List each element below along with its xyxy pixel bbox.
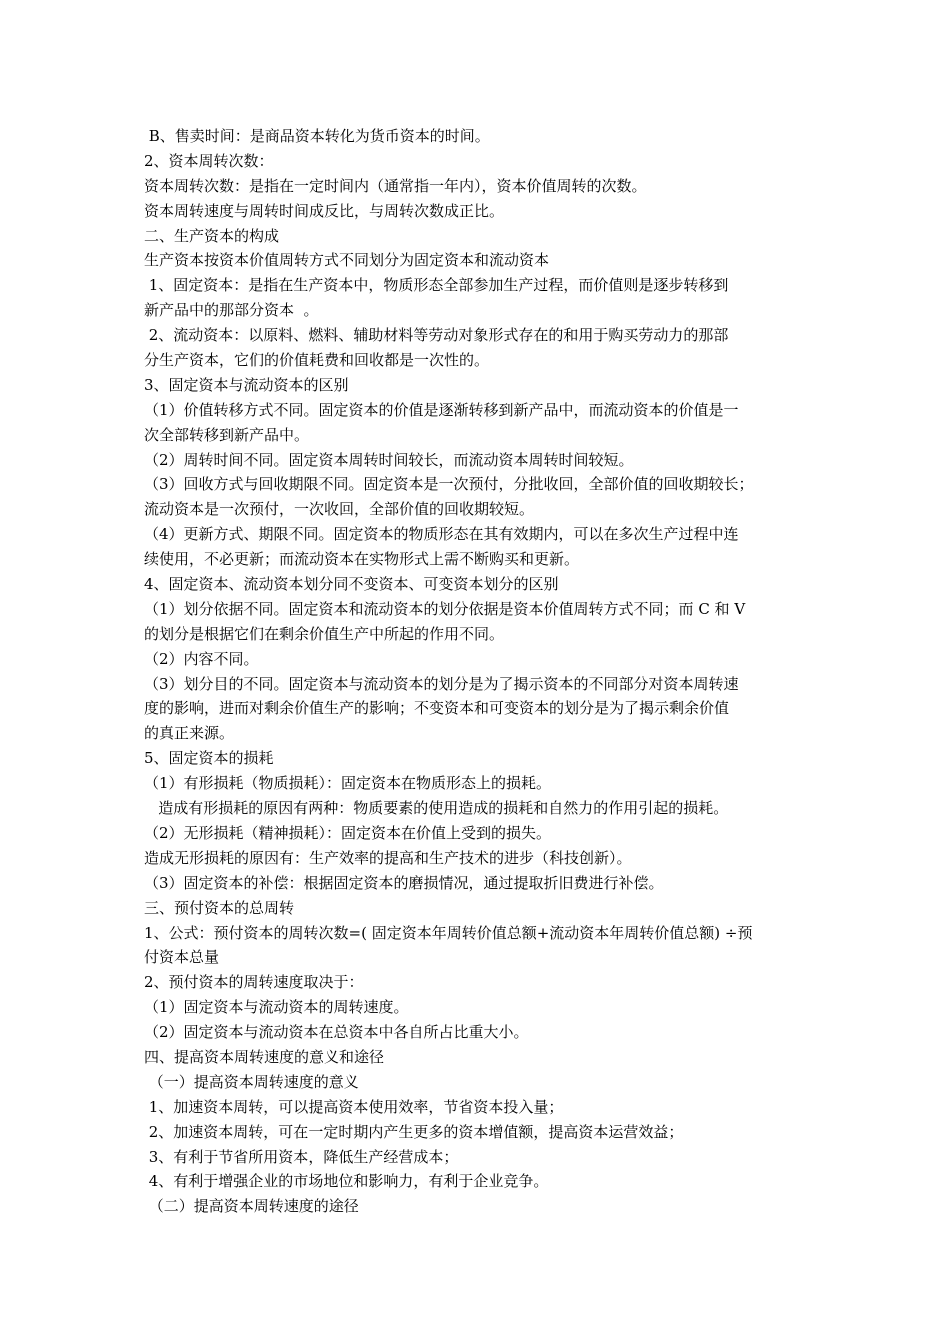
text-line: 生产资本按资本价值周转方式不同划分为固定资本和流动资本: [144, 251, 550, 270]
text-line: 的划分是根据它们在剩余价值生产中所起的作用不同。: [144, 624, 505, 643]
text-line: （1）固定资本与流动资本的周转速度。: [144, 998, 409, 1017]
text-line: （3）固定资本的补偿：根据固定资本的磨损情况，通过提取折旧费进行补偿。: [144, 873, 664, 892]
text-line: 2、流动资本：以原料、燃料、辅助材料等劳动对象形式存在的和用于购买劳动力的那部: [144, 326, 729, 345]
document-body: [144, 124, 824, 1219]
text-line: （2）固定资本与流动资本在总资本中各自所占比重大小。: [144, 1023, 529, 1042]
text-line: 度的影响，进而对剩余价值生产的影响；不变资本和可变资本的划分是为了揭示剩余价值: [144, 699, 730, 718]
text-line: 次全部转移到新产品中。: [144, 425, 310, 444]
text-line: （3）回收方式与回收期限不同。固定资本是一次预付，分批收回，全部价值的回收期较长；: [144, 475, 754, 494]
text-line: 3、有利于节省所用资本，降低生产经营成本；: [144, 1147, 459, 1166]
text-line: 流动资本是一次预付，一次收回，全部价值的回收期较短。: [144, 500, 535, 519]
text-line: （二）提高资本周转速度的途径: [144, 1197, 359, 1216]
text-line: 2、预付资本的周转速度取决于：: [144, 973, 364, 992]
text-line: 4、有利于增强企业的市场地位和影响力，有利于企业竞争。: [144, 1172, 549, 1191]
text-line: 1、公式：预付资本的周转次数=( 固定资本年周转价值总额+流动资本年周转价值总额) ÷预: [144, 923, 753, 942]
text-line: B、售卖时间：是商品资本转化为货币资本的时间。: [144, 127, 490, 145]
text-line: 新产品中的那部分资本 。: [144, 301, 319, 320]
text-line: 资本周转速度与周转时间成反比，与周转次数成正比。: [144, 201, 505, 220]
text-line: 二、生产资本的构成: [144, 226, 280, 245]
text-line: 5、固定资本的损耗: [144, 749, 274, 768]
text-line: 2、加速资本周转，可在一定时期内产生更多的资本增值额，提高资本运营效益；: [144, 1122, 684, 1141]
text-line: （1）有形损耗（物质损耗）：固定资本在物质形态上的损耗。: [144, 774, 552, 793]
text-line: （2）内容不同。: [144, 649, 259, 668]
text-line: 4、固定资本、流动资本划分同不变资本、可变资本划分的区别: [144, 575, 559, 594]
text-line: 造成无形损耗的原因有：生产效率的提高和生产技术的进步（科技创新）。: [144, 848, 632, 867]
text-line: 1、固定资本：是指在生产资本中，物质形态全部参加生产过程，而价值则是逐步转移到: [144, 276, 729, 295]
text-line: 付资本总量: [144, 948, 220, 967]
text-line: （一）提高资本周转速度的意义: [144, 1072, 359, 1091]
text-line: 资本周转次数：是指在一定时间内（通常指一年内），资本价值周转的次数。: [144, 176, 647, 195]
text-line: 分生产资本，它们的价值耗费和回收都是一次性的。: [144, 351, 490, 370]
text-line: （1）价值转移方式不同。固定资本的价值是逐渐转移到新产品中，而流动资本的价值是一: [144, 400, 739, 419]
text-line: 3、固定资本与流动资本的区别: [144, 375, 349, 394]
text-line: 1、加速资本周转，可以提高资本使用效率，节省资本投入量；: [144, 1097, 564, 1116]
text-line: 2、资本周转次数：: [144, 151, 274, 170]
text-line: （2）无形损耗（精神损耗）：固定资本在价值上受到的损失。: [144, 823, 552, 842]
text-line: （4）更新方式、期限不同。固定资本的物质形态在其有效期内，可以在多次生产过程中连: [144, 525, 739, 544]
text-line: 造成有形损耗的原因有两种：物质要素的使用造成的损耗和自然力的作用引起的损耗。: [144, 799, 729, 818]
text-line: 四、提高资本周转速度的意义和途径: [144, 1047, 385, 1066]
text-line: （1）划分依据不同。固定资本和流动资本的划分依据是资本价值周转方式不同；而 C 和 V: [144, 599, 746, 618]
text-line: （2）周转时间不同。固定资本周转时间较长，而流动资本周转时间较短。: [144, 450, 634, 469]
text-line: 三、预付资本的总周转: [144, 898, 295, 917]
text-line: 的真正来源。: [144, 724, 235, 743]
text-line: 续使用，不必更新；而流动资本在实物形式上需不断购买和更新。: [144, 550, 580, 569]
text-line: （3）划分目的不同。固定资本与流动资本的划分是为了揭示资本的不同部分对资本周转速: [144, 674, 739, 693]
